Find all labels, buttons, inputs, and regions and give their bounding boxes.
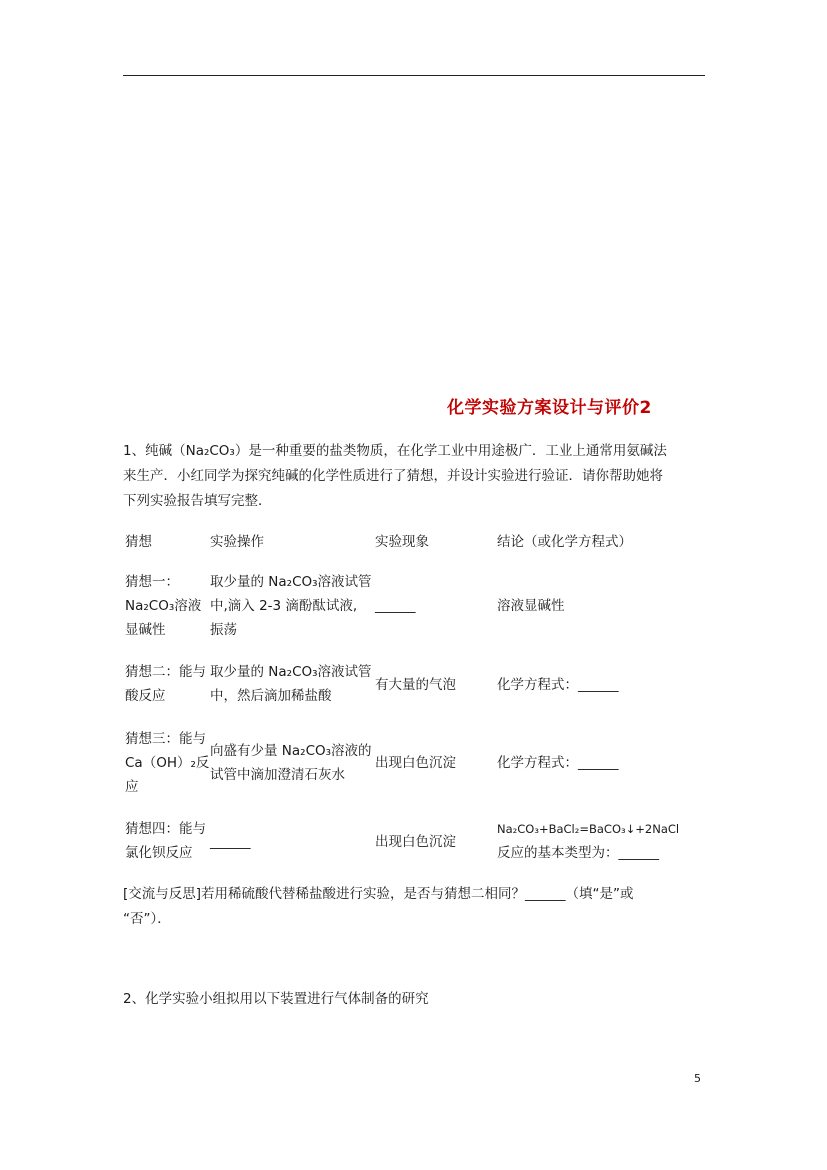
question-1-line: 下列实验报告填写完整．: [123, 493, 272, 509]
reflection-line: “否”）．: [123, 911, 171, 927]
question-1-text: [123, 439, 705, 514]
row4-guess-line: 猜想四：能与: [125, 821, 206, 837]
row2-guess-line: 猜想二：能与: [125, 664, 206, 680]
row2-conclusion: 化学方程式：______: [497, 677, 619, 693]
row2-guess-line: 酸反应: [125, 688, 166, 704]
reflection-line: [交流与反思]若用稀硫酸代替稀盐酸进行实验，是否与猜想二相同？______（填“是”或: [123, 886, 634, 902]
row3-guess-line: 猜想三：能与: [125, 731, 206, 747]
row2-guess: [125, 660, 211, 708]
row3-guess: [125, 727, 211, 799]
row1-operation-line: 中,滴入 2-3 滴酚酞试液,: [210, 598, 358, 614]
row4-guess: [125, 817, 211, 865]
row1-guess-line: 猜想一：: [125, 574, 179, 590]
header-guess: 猜想: [125, 534, 152, 550]
row3-operation-line: 向盛有少量 Na₂CO₃溶液的: [210, 743, 372, 759]
page-title: 化学实验方案设计与评价2: [447, 398, 652, 418]
row3-guess-line: 应: [125, 779, 139, 795]
row1-operation-line: 取少量的 Na₂CO₃溶液试管: [210, 574, 372, 590]
row3-phenomenon: 出现白色沉淀: [375, 755, 456, 771]
page-number: 5: [694, 1072, 701, 1085]
header-rule: [123, 75, 705, 76]
header-conclusion: 结论（或化学方程式）: [497, 534, 632, 550]
row1-guess-line: 显碱性: [125, 622, 166, 638]
row4-conclusion: [497, 817, 707, 865]
row3-operation-line: 试管中滴加澄清石灰水: [210, 767, 345, 783]
row4-reaction-type: 反应的基本类型为：______: [497, 845, 659, 861]
row1-guess-line: Na₂CO₃溶液: [125, 598, 202, 614]
row4-guess-line: 氯化钡反应: [125, 845, 193, 861]
row3-guess-line: Ca（OH）₂反: [125, 755, 210, 771]
row1-operation: [210, 570, 375, 642]
row2-operation: [210, 660, 375, 708]
question-1-line: 来生产．小红同学为探究纯碱的化学性质进行了猜想，并设计实验进行验证．请你帮助她将: [123, 468, 663, 484]
row2-phenomenon: 有大量的气泡: [375, 677, 456, 693]
row2-operation-line: 取少量的 Na₂CO₃溶液试管: [210, 664, 372, 680]
row4-equation: Na₂CO₃+BaCl₂=BaCO₃↓+2NaCl: [497, 822, 680, 836]
row4-phenomenon: 出现白色沉淀: [375, 834, 456, 850]
row2-operation-line: 中，然后滴加稀盐酸: [210, 688, 332, 704]
question-1-line: 1、纯碱（Na₂CO₃）是一种重要的盐类物质，在化学工业中用途极广．工业上通常用氨碱法: [123, 443, 667, 459]
row1-conclusion: 溶液显碱性: [497, 598, 565, 614]
question-2-text: 2、化学实验小组拟用以下装置进行气体制备的研究: [123, 991, 429, 1007]
header-operation: 实验操作: [210, 534, 264, 550]
row3-conclusion: 化学方程式：______: [497, 755, 619, 771]
row1-phenomenon-blank: ______: [375, 598, 416, 614]
row3-operation: [210, 739, 375, 787]
row4-operation-blank: ______: [210, 834, 251, 850]
header-phenomenon: 实验现象: [375, 534, 429, 550]
reflection-text: [123, 882, 705, 932]
row1-operation-line: 振荡: [210, 622, 237, 638]
row1-guess: [125, 570, 211, 642]
